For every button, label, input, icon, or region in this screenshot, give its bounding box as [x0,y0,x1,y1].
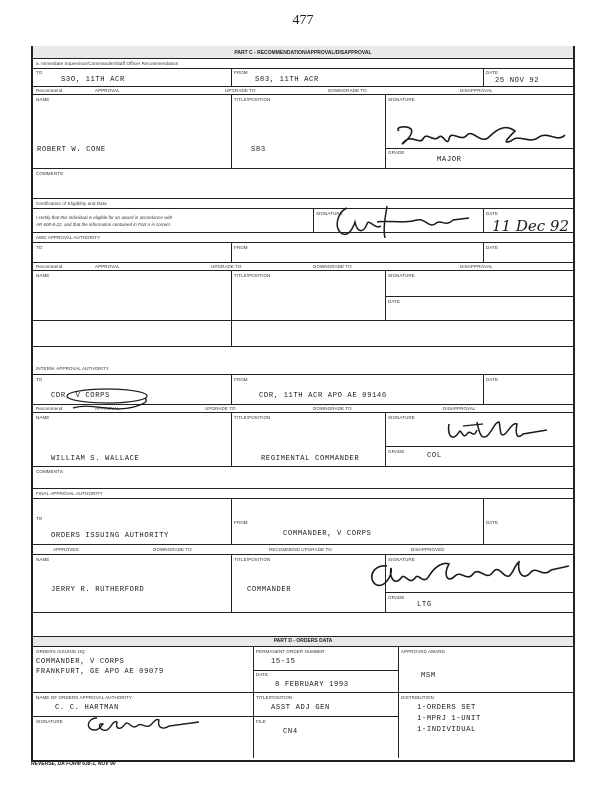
awd-rec-label: Recommend [36,264,63,269]
official-label: NAME OF ORDERS APPROVAL AUTHORITY [36,695,133,700]
cert-date-handwritten [490,214,570,238]
final-grade: LTG [417,601,432,609]
certification-text-2: AR 600-8-22, and that the information contained in Part A is correct. [36,222,171,227]
intermediate-title: a. Immediate Supervisor/Commander/Staff Officer Recommendation [36,61,179,66]
interm-approval-label: APPROVAL [95,406,120,411]
intermediate-title-pos: S83 [251,146,266,154]
signature-certifier [329,198,474,243]
interm-grade-label: GRADE [388,449,405,454]
interm-downgrade-label: DOWNGRADE TO [313,406,352,411]
awd-name-label: NAME [36,273,50,278]
signature-wallace [443,418,553,446]
interm-to-label: TO [36,377,43,382]
interm-title-pos-label: TITLE/POSITION [234,415,271,420]
rec-label: Recommend [36,88,63,93]
part-d-header: PART D - ORDERS DATA [273,638,333,644]
award-label: APPROVED AWARD [401,649,445,654]
awd-upgrade-label: UPGRADE TO [211,264,242,269]
d-date-label: DATE [256,672,269,677]
dist-line1: 1-ORDERS SET [417,704,476,712]
intermediate-from: S83, 11TH ACR [255,76,319,84]
intermediate-date: 25 NOV 92 [495,77,540,85]
final-title-pos: COMMANDER [247,586,292,594]
d-title: ASST ADJ GEN [271,704,330,712]
cert-signature-label: SIGNATURE [316,211,343,216]
interm-title-pos: REGIMENTAL COMMANDER [261,455,360,463]
issuing-label: ORDERS ISSUING HQ [36,649,85,654]
interm-disapproval-label: DISAPPROVAL [443,406,476,411]
interm-date-label: DATE [486,377,499,382]
interm-from: CDR, 11TH ACR APO AE 09146 [259,392,387,400]
awd-authority-title: AWD APPROVAL AUTHORITY [36,235,101,240]
intermediate-to: S3O, 11TH ACR [61,76,125,84]
grade-label: GRADE [388,150,405,155]
intermediate-to-label: TO [36,70,43,75]
final-authority-title: FINAL APPROVAL AUTHORITY [36,491,103,496]
intermediate-from-label: FROM [234,70,248,75]
cert-date: 11 Dec 92 [492,217,570,235]
final-name: JERRY R. RUTHERFORD [51,586,145,594]
d-title-label: TITLE/POSITION [256,695,293,700]
interm-name: WILLIAM S. WALLACE [51,455,140,463]
final-recommend-label: RECOMMEND UPGRADE TO [269,547,332,552]
signature-rutherford [363,556,573,596]
issuing-line1: COMMANDER, V CORPS [36,658,125,666]
awd-disapproval-label: DISAPPROVAL [460,264,493,269]
awd-from-label: FROM [234,245,248,250]
interm-name-label: NAME [36,415,50,420]
final-to-label: TO [36,516,43,521]
disapproval-label: DISAPPROVAL [460,88,493,93]
awd-downgrade-label: DOWNGRADE TO [313,264,352,269]
downgrade-label: DOWNGRADE TO [328,88,367,93]
awd-date2-label: DATE [388,299,401,304]
interm-rec-label: Recommend [36,406,63,411]
upgrade-label: UPGRADE TO [225,88,256,93]
interm-to: CDR, V CORPS [51,392,110,400]
interm-from-label: FROM [234,377,248,382]
issuing-line2: FRANKFURT, GE APO AE 09079 [36,668,164,676]
final-approved-label: APPROVED [53,547,79,552]
signature-cone [389,123,569,153]
intermediate-date-label: DATE [486,70,499,75]
final-disapproved-label: DISAPPROVED [411,547,445,552]
interm-grade: COL [427,452,442,460]
certification-text-1: I certify that this individual is eligible for an award in accordance with [36,215,173,220]
final-title-pos-label: TITLE/POSITION [234,557,271,562]
signature-label: SIGNATURE [388,97,415,102]
final-from-label: FROM [234,520,248,525]
interm-comments-label: COMMENTS [36,469,64,474]
interm-upgrade-label: UPGRADE TO [205,406,236,411]
file-value: CN4 [283,728,298,736]
final-date-label: DATE [486,520,499,525]
approval-label: APPROVAL [95,88,120,93]
approved-award: MSM [421,672,436,680]
form-footer: REVERSE, DA FORM 638-1, NOV 90 [31,761,116,767]
signature-hartman [83,712,203,736]
form-body [31,46,575,762]
name-label: NAME [36,97,50,102]
final-signature-label: SIGNATURE [388,557,415,562]
awd-signature-label: SIGNATURE [388,273,415,278]
final-downgrade-label: DOWNGRADE TO [153,547,192,552]
official-name: C. C. HARTMAN [55,704,119,712]
d-date: 8 FEBRUARY 1993 [275,681,349,689]
permanent-label: PERMANENT ORDER NUMBER [256,649,325,654]
awd-approval-label: APPROVAL [95,264,120,269]
awd-date-label: DATE [486,245,499,250]
certification-title: Certification of Eligibility and Data [36,201,107,206]
distribution-label: DISTRIBUTION [401,695,434,700]
final-from: COMMANDER, V CORPS [283,530,372,538]
intermediate-grade: MAJOR [437,156,462,164]
permanent-order: 15-15 [271,658,296,666]
interm-authority-title: INTERM. APPROVAL AUTHORITY [36,366,109,371]
final-to: ORDERS ISSUING AUTHORITY [51,532,169,540]
title-pos-label: TITLE/POSITION [234,97,271,102]
interm-signature-label: SIGNATURE [388,415,415,420]
dist-line3: 1-INDIVIDUAL [417,726,476,734]
file-label: FILE [256,719,266,724]
awd-title-pos-label: TITLE/POSITION [234,273,271,278]
part-c-header: PART C - RECOMMENDATION/APPROVAL/DISAPPROVAL [234,50,372,56]
comments-label: COMMENTS [36,171,64,176]
final-name-label: NAME [36,557,50,562]
cert-date-label: DATE [486,211,499,216]
approval-scribble [63,384,153,416]
dist-line2: 1-MPRJ 1-UNIT [417,715,481,723]
awd-to-label: TO [36,245,43,250]
page-number: 477 [292,13,314,28]
intermediate-name: ROBERT W. CONE [37,146,106,154]
final-grade-label: GRADE [388,595,405,600]
d-signature-label: SIGNATURE [36,719,63,724]
